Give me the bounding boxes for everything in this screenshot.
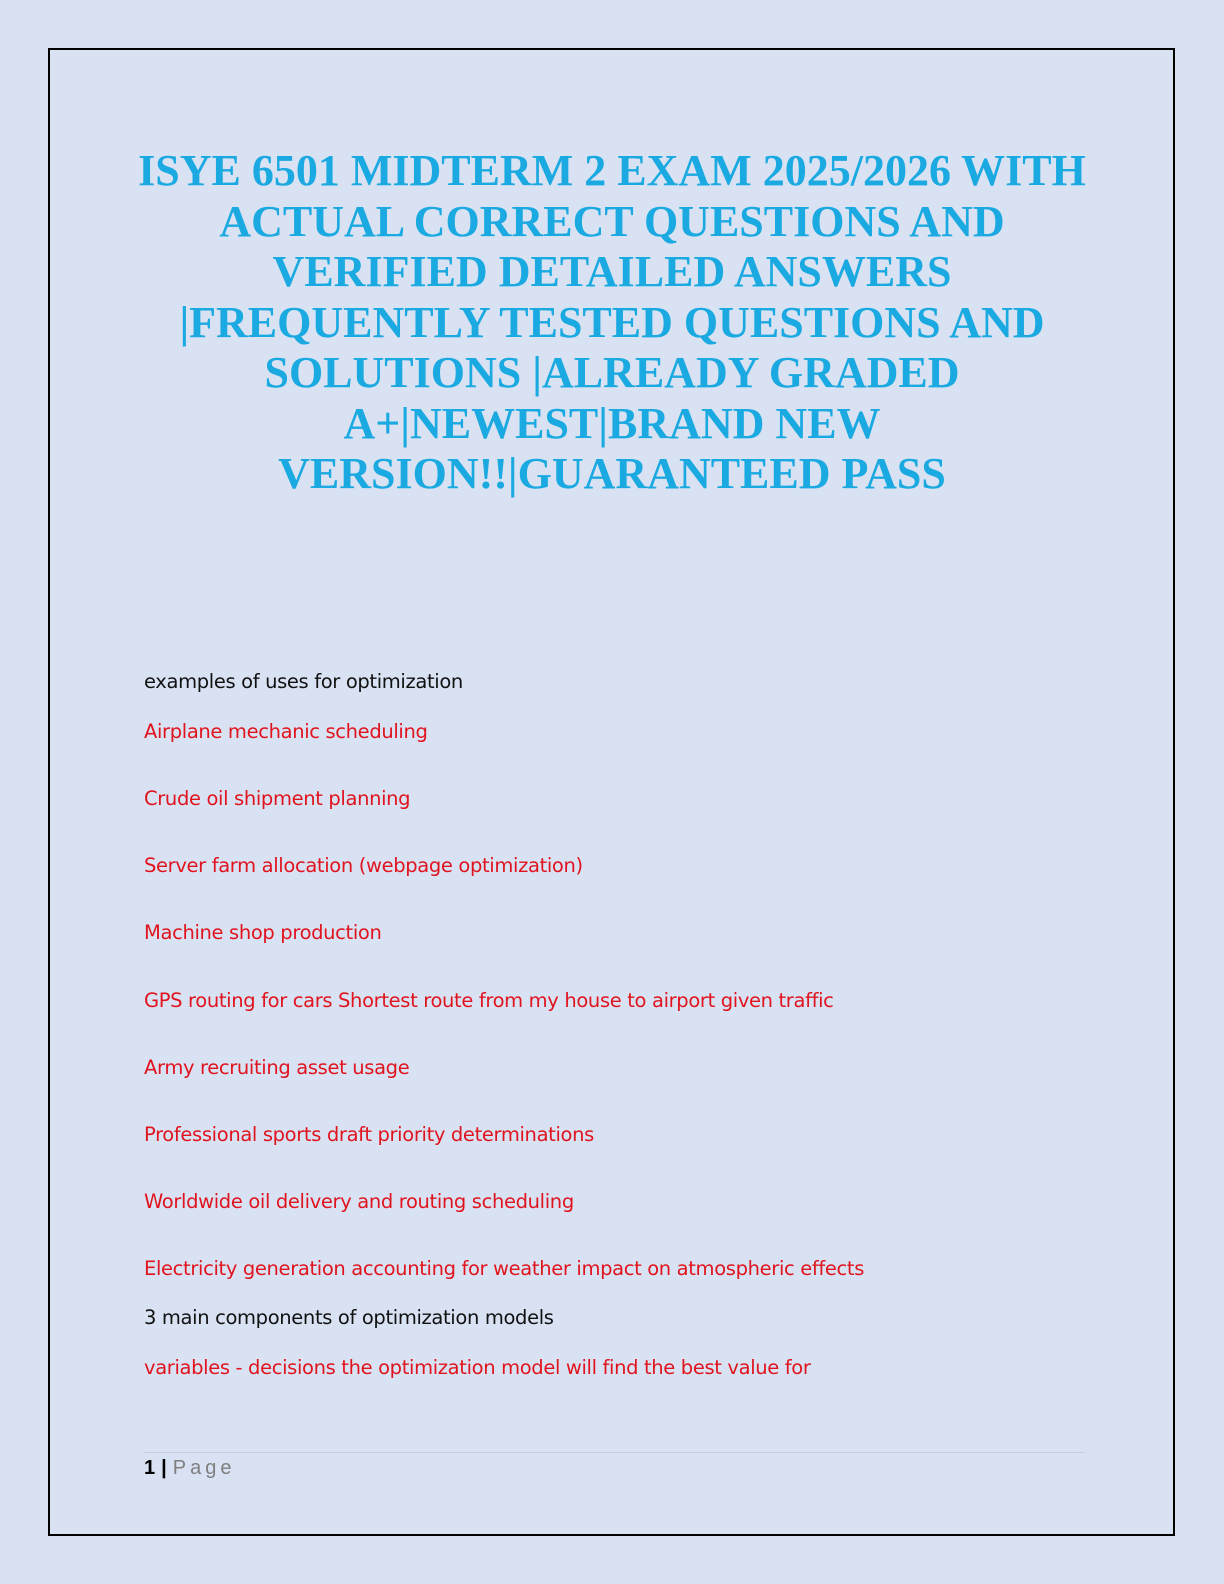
answer-text: GPS routing for cars Shortest route from my house to airport given traffic — [144, 989, 834, 1012]
title-line: VERSION!!|GUARANTEED PASS — [278, 449, 946, 498]
footer-separator: | — [161, 1457, 167, 1479]
title-line: ACTUAL CORRECT QUESTIONS AND — [219, 196, 1005, 246]
answer-text: Machine shop production — [144, 921, 382, 944]
answer-text: Crude oil shipment planning — [144, 787, 411, 810]
question-text: examples of uses for optimization — [144, 670, 463, 693]
title-line: VERIFIED DETAILED ANSWERS — [272, 247, 952, 296]
question-text: 3 main components of optimization models — [144, 1306, 554, 1329]
answer-text: Server farm allocation (webpage optimization) — [144, 854, 583, 877]
title-line: |FREQUENTLY TESTED QUESTIONS AND — [179, 297, 1045, 347]
answer-text: Electricity generation accounting for weather impact on atmospheric effects — [144, 1257, 865, 1280]
footer-divider — [144, 1452, 1085, 1453]
page-number: 1 — [144, 1457, 156, 1479]
answer-text: Airplane mechanic scheduling — [144, 720, 428, 743]
page-label: Page — [172, 1457, 236, 1479]
answer-text: Worldwide oil delivery and routing scheduling — [144, 1190, 574, 1213]
title-line: A+|NEWEST|BRAND NEW — [343, 398, 881, 448]
answer-text: Army recruiting asset usage — [144, 1056, 410, 1079]
title-line: ISYE 6501 MIDTERM 2 EXAM 2025/2026 WITH — [138, 146, 1086, 195]
title-line: SOLUTIONS |ALREADY GRADED — [264, 348, 960, 397]
page-footer — [144, 1455, 235, 1481]
answer-text: Professional sports draft priority determinations — [144, 1123, 594, 1146]
answer-text: variables - decisions the optimization model will find the best value for — [144, 1356, 811, 1379]
document-title — [130, 146, 1094, 500]
